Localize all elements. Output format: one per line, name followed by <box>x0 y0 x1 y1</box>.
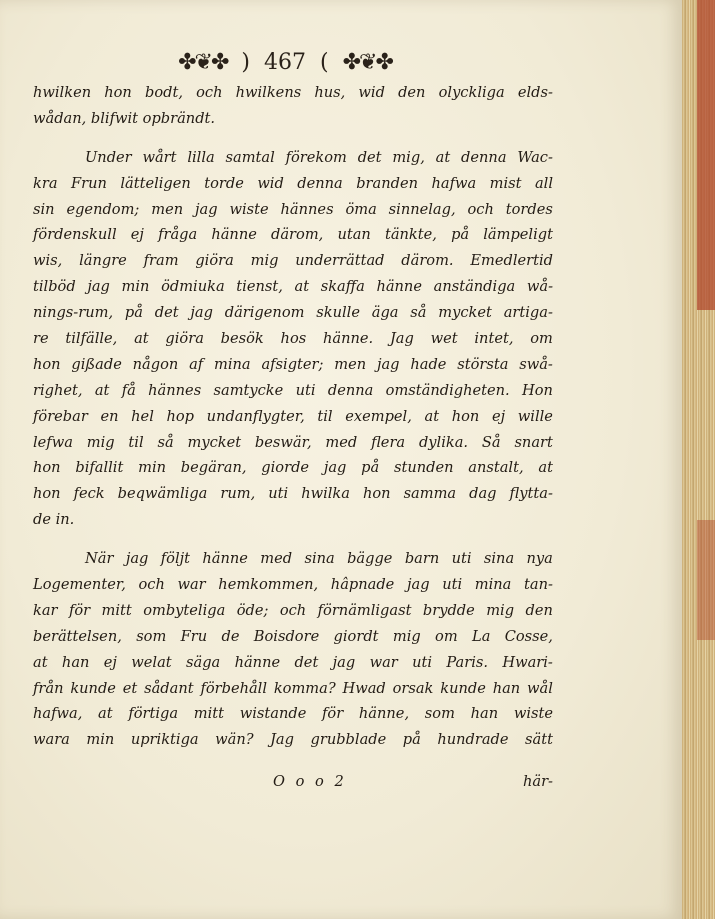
text-line: fördenskull ej fråga hänne därom, utan tänkte, på lämpeligt <box>33 226 553 244</box>
text-line: hwilken hon bodt, och hwilkens hus, wid den olyckliga elds- <box>33 84 553 101</box>
paragraph-gap <box>33 132 553 145</box>
text-line: sin egendom; men jag wiste hännes öma sinnelag, och tordes <box>33 200 553 218</box>
text-line: de in. <box>33 511 75 529</box>
text-line: Logementer, och war hemkommen, hâpnade jag uti mina tan- <box>33 576 553 594</box>
page-header <box>160 44 410 80</box>
signature-mark: O o o 2 <box>273 773 347 790</box>
text-line: re tilfälle, at giöra besök hos hänne. Jag wet intet, om <box>33 330 553 348</box>
ornament-right-icon: ✤❦✤ <box>342 49 392 75</box>
text-line: förebar en hel hop undanflygter, til exempel, at hon ej wille <box>33 407 553 425</box>
body-text <box>33 80 553 753</box>
text-line: lefwa mig til så mycket beswär, med flera dylika. Så snart <box>33 433 553 451</box>
header-paren-right: ( <box>320 49 329 75</box>
page-edge-stain <box>697 0 715 310</box>
text-line: hon bifallit min begäran, giorde jag på stunden anstalt, at <box>33 459 553 477</box>
text-line: hon feck beqwämliga rum, uti hwilka hon samma dag flytta- <box>33 485 553 503</box>
header-paren-left: ) <box>241 49 250 75</box>
text-line: wådan, blifwit opbrändt. <box>33 109 216 127</box>
page-edge-stain <box>697 520 715 640</box>
text-line: hon gißade någon af mina afsigter; men jag hade största swå- <box>33 355 553 373</box>
text-line: kar för mitt ombyteliga öde; och förnämligast brydde mig den <box>33 601 553 619</box>
text-line: tilböd jag min ödmiuka tienst, at skaffa hänne anständiga wå- <box>33 278 553 296</box>
text-line: righet, at få hännes samtycke uti denna omständigheten. Hon <box>33 381 553 399</box>
text-line: wara min upriktiga wän? Jag grubblade på hundrade sätt <box>33 731 553 749</box>
text-line: från kunde et sådant förbehåll komma? Hwad orsak kunde han wål <box>33 679 553 697</box>
ornament-left-icon: ✤❦✤ <box>178 49 228 75</box>
text-line: kra Frun lätteligen torde wid denna branden hafwa mist all <box>33 174 553 192</box>
text-line: Under wårt lilla samtal förekom det mig, at denna Wac- <box>85 148 553 166</box>
text-line: berättelsen, som Fru de Boisdore giordt mig om La Cosse, <box>33 627 553 645</box>
catchword: här- <box>522 773 553 790</box>
paragraph-gap <box>33 533 553 546</box>
text-line: nings-rum, på det jag därigenom skulle äga så mycket artiga- <box>33 304 553 322</box>
text-line: hafwa, at förtiga mitt wistande för hänne, som han wiste <box>33 705 553 723</box>
text-line: at han ej welat säga hänne det jag war uti Paris. Hwari- <box>33 653 553 671</box>
page-footer <box>33 773 553 799</box>
page-number: 467 <box>264 49 306 75</box>
text-line: wis, längre fram giöra mig underrättad därom. Emedlertid <box>33 252 553 270</box>
text-line: När jag följt hänne med sina bägge barn uti sina nya <box>85 550 553 568</box>
